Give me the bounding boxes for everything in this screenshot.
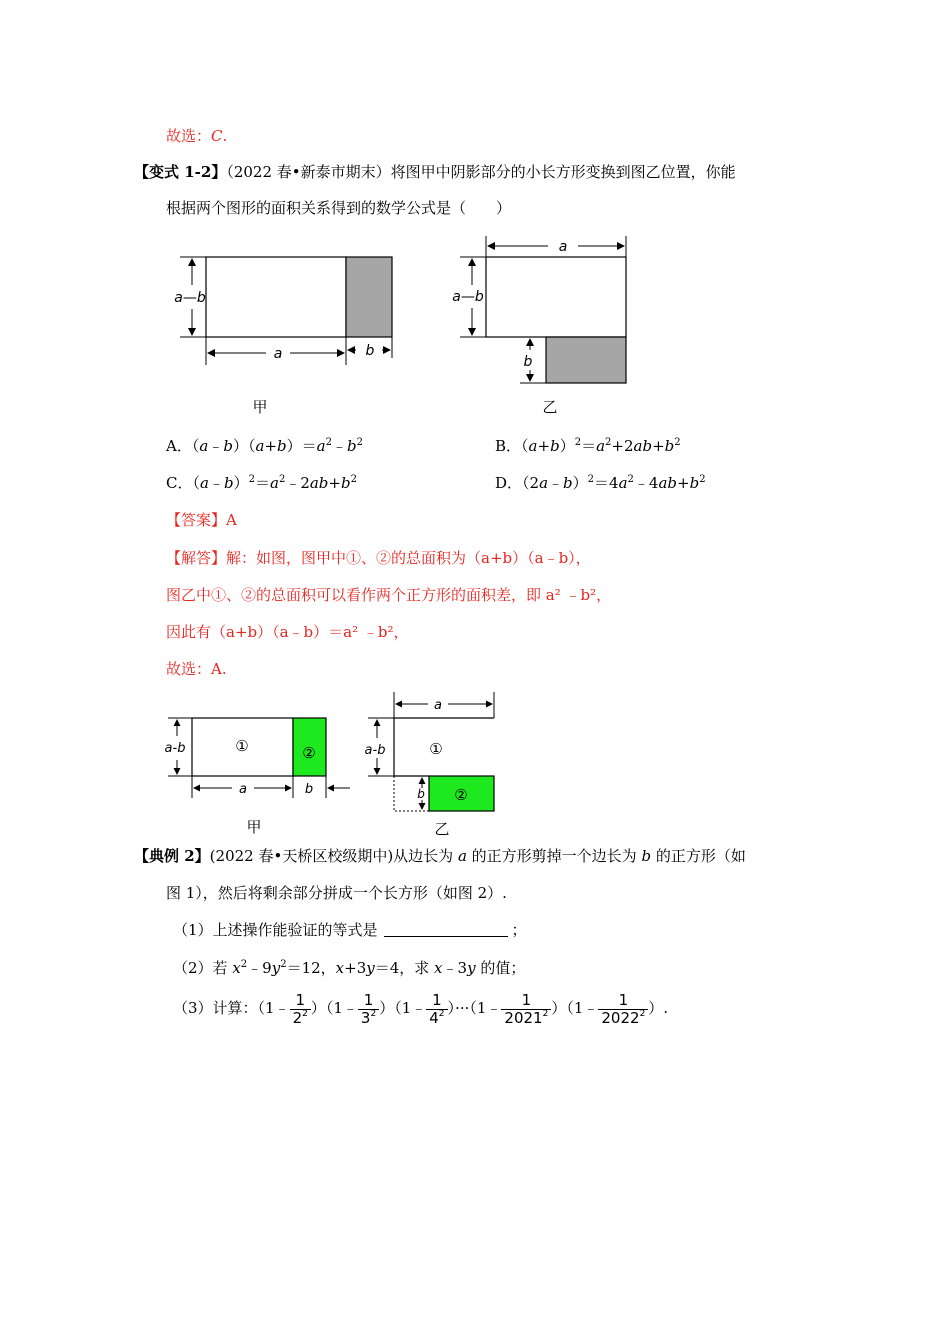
solution-line-2: 图乙中①、②的总面积可以看作两个正方形的面积差，即 a² ﹣b²， (166, 586, 612, 604)
caption-yi: 乙 (542, 398, 558, 416)
question-3: （3）计算：（1﹣ $\frac{1}{2^2}$ ）（1﹣ $\frac{1}{3^2}$ ）（1﹣ $\frac{1}{4^2}$ ）···（1﹣ $\frac{1}{2021^2}$ ）（1﹣ $\frac{1}{2022^2}$ ）. (173, 990, 669, 1027)
caption-yi: 乙 (434, 820, 450, 838)
shaded-rectangle (346, 257, 392, 337)
rectangle-main (206, 257, 346, 337)
figure-yi-green (360, 686, 510, 838)
question-1: （1）上述操作能验证的等式是 ； (173, 921, 527, 939)
label-b: b (304, 782, 314, 797)
label-b: b (365, 343, 375, 359)
fraction-1: $\frac{1}{2^2}$ (290, 992, 311, 1027)
solution-line-3: 因此有（a+b）（a﹣b）＝a² ﹣b²， (166, 623, 409, 641)
example-text-2: 图 1），然后将剩余部分拼成一个长方形（如图 2）. (166, 884, 507, 902)
region-2-label: ② (454, 786, 468, 804)
answer: 【答案】A (166, 511, 237, 529)
question-2: （2）若 $x^2﹣9y^2=12$，x+3y＝4，求 x﹣3y 的值； (173, 959, 526, 977)
region-1-label: ① (235, 737, 249, 755)
label-a-minus-b: a-b (164, 741, 186, 756)
prev-conclusion: 故选：C. (166, 127, 228, 145)
rectangle-main (486, 257, 626, 337)
fraction-5: $\frac{1}{2022^2}$ (598, 992, 648, 1027)
answer-blank[interactable] (384, 922, 508, 937)
fraction-4: $\frac{1}{2021^2}$ (501, 992, 551, 1027)
caption-jia: 甲 (246, 818, 262, 836)
option-b[interactable]: B．$(a+b)^2=a^2+2ab+b^2$ (495, 437, 681, 455)
variant-text-1: 将图甲中阴影部分的小长方形变换到图乙位置，你能 (390, 163, 736, 181)
example-header (134, 846, 746, 866)
example-tag: 【典例 2】 (134, 847, 210, 865)
label-a: a (239, 782, 247, 797)
label-b: b (523, 354, 533, 370)
label-b: b (417, 787, 425, 801)
variant-source: （2022 春•新泰市期末） (226, 163, 391, 181)
option-c[interactable]: C．$(a﹣b)^2=a^2﹣2ab+b^2$ (166, 474, 357, 492)
region-2-label: ② (302, 744, 316, 762)
caption-jia: 甲 (252, 398, 268, 416)
example-source: (2022 春•天桥区校级期中) (209, 847, 394, 865)
label-a-minus-b: a—b (452, 289, 484, 305)
solution-line-1: 【解答】解：如图，图甲中①、②的总面积为（a+b）（a﹣b）， (166, 549, 591, 567)
variant-tag: 【变式 1-2】 (134, 163, 227, 181)
shaded-rectangle (546, 337, 626, 383)
label-a: a (434, 698, 442, 713)
fraction-3: $\frac{1}{4^2}$ (426, 992, 447, 1027)
label-a: a (558, 239, 568, 255)
label-a: a (273, 346, 283, 362)
label-a-minus-b: a-b (364, 743, 386, 758)
region-1-label: ① (429, 740, 443, 758)
figure-jia-top (160, 240, 410, 430)
example-text-1: 从边长为 a 的正方形剪掉一个边长为 b 的正方形（如 (393, 847, 746, 865)
figure-yi-top (440, 228, 640, 428)
fraction-2: $\frac{1}{3^2}$ (358, 992, 379, 1027)
variant-text-2: 根据两个图形的面积关系得到的数学公式是（ ） (166, 199, 512, 217)
label-a-minus-b: a—b (174, 290, 206, 306)
option-d[interactable]: D．$(2a﹣b)^2=4a^2﹣4ab+b^2$ (495, 474, 706, 492)
option-a[interactable]: A．$(a﹣b)(a+b)=a^2﹣b^2$ (166, 437, 363, 455)
variant-header (134, 162, 736, 182)
solution-line-4: 故选：A. (166, 660, 227, 678)
figure-jia-green (160, 708, 360, 836)
